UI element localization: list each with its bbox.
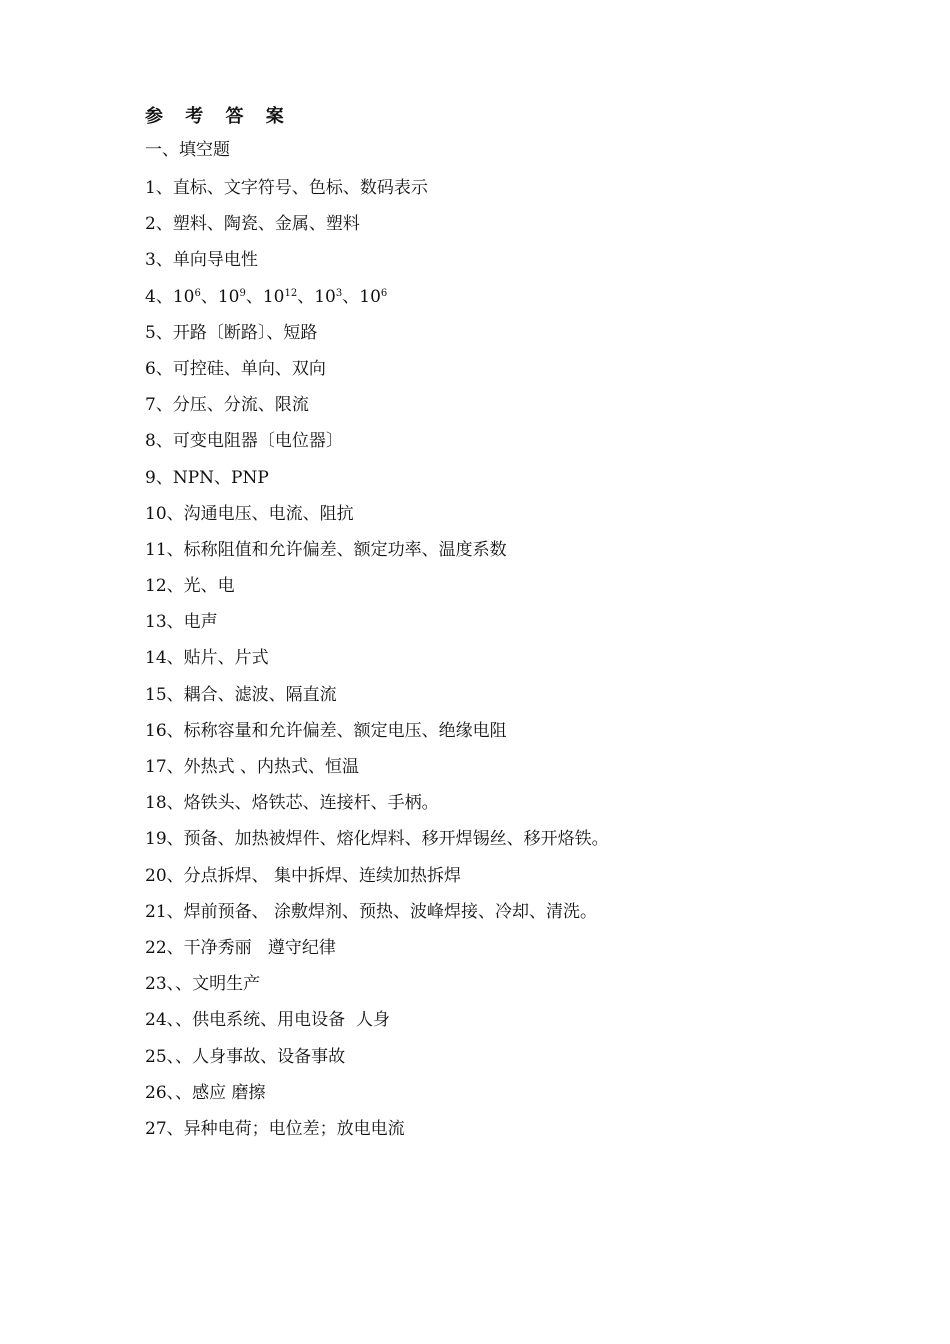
power-5-base: 10: [359, 286, 381, 307]
answer-21: 21、焊前预备、 涂敷焊剂、预热、波峰焊接、冷却、清洗。: [145, 901, 598, 922]
answer-12: 12、光、电: [145, 576, 235, 597]
power-separator: 、: [342, 286, 360, 307]
answer-27: 27、异种电荷；电位差；放电电流: [145, 1118, 405, 1139]
answer-5: 5、开路〔断路〕、短路: [145, 322, 318, 343]
page-title: 参 考 答 案: [145, 106, 292, 127]
answer-26: 26、、感应 磨擦: [145, 1082, 266, 1103]
answer-18: 18、烙铁头、烙铁芯、连接杆、手柄。: [145, 793, 439, 814]
answer-9: 9、NPN、PNP: [145, 467, 269, 488]
answer-3: 3、单向导电性: [145, 250, 258, 271]
answer-14: 14、贴片、片式: [145, 648, 269, 669]
answer-4-prefix: 4、: [145, 286, 173, 307]
power-4-base: 10: [314, 286, 336, 307]
power-5-exponent: 6: [380, 287, 388, 299]
answer-20: 20、分点拆焊、 集中拆焊、连续加热拆焊: [145, 865, 462, 886]
answer-17: 17、外热式 、内热式、恒温: [145, 757, 360, 777]
answer-24: 24、、供电系统、用电设备 人身: [145, 1010, 390, 1031]
answer-15: 15、耦合、滤波、隔直流: [145, 684, 337, 705]
answer-22: 22、干净秀丽 遵守纪律: [145, 937, 336, 958]
section-heading-fill-in-blank: 一、填空题: [145, 140, 230, 160]
answer-list: [145, 170, 865, 1147]
answer-2: 2、塑料、陶瓷、金属、塑料: [145, 214, 360, 235]
answer-8: 8、可变电阻器〔电位器〕: [145, 431, 343, 452]
power-1-exponent: 6: [194, 287, 201, 299]
power-2-base: 10: [217, 286, 240, 307]
power-3-base: 10: [262, 286, 285, 307]
answer-page: [145, 104, 865, 1147]
power-separator: 、: [245, 286, 263, 307]
power-3-exponent: 12: [284, 287, 298, 299]
power-separator: 、: [297, 286, 315, 307]
answer-13: 13、电声: [145, 612, 218, 633]
answer-1: 1、直标、文字符号、色标、数码表示: [145, 178, 428, 198]
answer-25: 25、、人身事故、设备事故: [145, 1046, 346, 1067]
answer-4: [145, 279, 865, 315]
answer-11: 11、标称阻值和允许偏差、额定功率、温度系数: [145, 539, 507, 560]
answer-19: 19、预备、加热被焊件、熔化焊料、移开焊锡丝、移开烙铁。: [145, 829, 609, 850]
answer-16: 16、标称容量和允许偏差、额定电压、绝缘电阻: [145, 720, 507, 741]
answer-6: 6、可控硅、单向、双向: [145, 358, 326, 379]
power-2-exponent: 9: [239, 287, 246, 299]
answer-23: 23、、文明生产: [145, 974, 261, 995]
power-4-exponent: 3: [335, 287, 343, 299]
power-1-base: 10: [172, 286, 195, 307]
answer-10: 10、沟通电压、电流、阻抗: [145, 503, 354, 524]
power-separator: 、: [200, 286, 218, 307]
answer-7: 7、分压、分流、限流: [145, 395, 309, 416]
